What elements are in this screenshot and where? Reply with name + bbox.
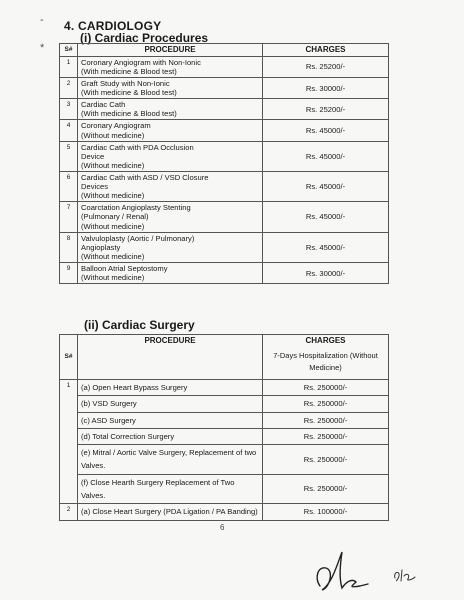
table-row <box>60 445 389 475</box>
procedure-line: Device <box>81 151 105 161</box>
procedure-cell <box>78 172 263 202</box>
procedure-cell <box>78 141 263 171</box>
procedure-line: Coronary Angiogram <box>81 121 151 131</box>
charge-cell: Rs. 250000/- <box>263 428 389 444</box>
procedure-line: Cardiac Cath with PDA Occlusion <box>81 142 194 152</box>
procedure-line: (With medicine & Blood test) <box>81 109 177 119</box>
procedure-cell: (a) Close Heart Surgery (PDA Ligation / PA Banding) <box>78 504 263 520</box>
row-number: 1 <box>60 380 78 504</box>
column-header-charges: CHARGES <box>263 44 389 57</box>
charge-cell: Rs. 45000/- <box>263 202 389 232</box>
charge-cell: Rs. 250000/- <box>263 412 389 428</box>
table-row <box>60 99 389 120</box>
charge-cell: Rs. 45000/- <box>263 172 389 202</box>
charge-cell: Rs. 45000/- <box>263 120 389 141</box>
table-row <box>60 202 389 232</box>
column-header-sn: S# <box>60 44 78 57</box>
section-number: 4. <box>64 19 75 33</box>
subsection-heading-surgery: (ii) Cardiac Surgery <box>84 318 195 332</box>
procedure-cell <box>78 56 263 77</box>
row-number: 9 <box>60 262 78 283</box>
charges-note: 7-Days Hospitalization (Without Medicine) <box>273 350 378 372</box>
procedure-cell: (c) ASD Surgery <box>78 412 263 428</box>
procedure-cell: (a) Open Heart Bypass Surgery <box>78 380 263 396</box>
procedure-line: Valvuloplasty (Aortic / Pulmonary) <box>81 233 195 243</box>
procedure-line: Cardiac Cath with ASD / VSD Closure <box>81 173 209 182</box>
procedure-cell: (b) VSD Surgery <box>78 396 263 412</box>
procedure-line: Cardiac Cath <box>81 100 126 110</box>
table-row <box>60 396 389 412</box>
row-number: 8 <box>60 232 78 262</box>
column-header-procedure: PROCEDURE <box>78 335 263 380</box>
table-row <box>60 380 389 396</box>
procedure-line: (Without medicine) <box>81 191 145 201</box>
margin-mark: * <box>40 42 45 54</box>
table-row <box>60 120 389 141</box>
charge-cell: Rs. 250000/- <box>263 380 389 396</box>
cardiac-surgery-table <box>59 334 389 521</box>
row-number: 5 <box>60 141 78 171</box>
row-number: 7 <box>60 202 78 232</box>
cardiac-procedures-table <box>59 43 389 284</box>
column-header-procedure: PROCEDURE <box>78 44 263 57</box>
procedure-line: (Without medicine) <box>81 221 145 231</box>
charge-cell: Rs. 100000/- <box>263 504 389 520</box>
charge-cell: Rs. 25200/- <box>263 99 389 120</box>
procedure-line: Balloon Atrial Septostomy <box>81 263 168 273</box>
row-number: 6 <box>60 172 78 202</box>
section-title: CARDIOLOGY <box>77 19 162 33</box>
row-number: 2 <box>60 78 78 99</box>
charge-cell: Rs. 30000/- <box>263 78 389 99</box>
procedure-line: (Without medicine) <box>81 251 145 261</box>
procedure-line: Graft Study with Non-Ionic <box>81 79 170 89</box>
charge-cell: Rs. 250000/- <box>263 474 389 504</box>
procedure-cell <box>78 262 263 283</box>
procedure-line: (With medicine & Blood test) <box>81 88 177 98</box>
table-row <box>60 232 389 262</box>
subsection-heading-procedures: (i) Cardiac Procedures <box>80 31 209 45</box>
table-row <box>60 474 389 504</box>
procedure-line: (With medicine & Blood test) <box>81 66 177 76</box>
table-row <box>60 504 389 520</box>
procedure-cell <box>78 120 263 141</box>
initials-image <box>392 566 418 584</box>
column-header-sn: S# <box>60 335 78 380</box>
row-number: 3 <box>60 99 78 120</box>
row-number: 4 <box>60 120 78 141</box>
page-number: 6 <box>220 523 225 532</box>
procedure-line: (Without medicine) <box>81 130 145 140</box>
charge-cell: Rs. 250000/- <box>263 396 389 412</box>
table-row <box>60 428 389 444</box>
procedure-line: Devices <box>81 182 109 192</box>
margin-mark: - <box>40 14 44 26</box>
column-header-charges <box>263 335 389 380</box>
procedure-cell <box>78 78 263 99</box>
charge-cell: Rs. 45000/- <box>263 141 389 171</box>
procedure-line: Coronary Angiogram with Non-Ionic <box>81 57 201 67</box>
procedure-cell: (e) Mitral / Aortic Valve Surgery, Replacement of two Valves. <box>78 445 263 475</box>
charge-cell: Rs. 45000/- <box>263 232 389 262</box>
table-row <box>60 412 389 428</box>
signature-image <box>312 548 372 594</box>
charge-cell: Rs. 30000/- <box>263 262 389 283</box>
procedure-cell <box>78 202 263 232</box>
table-row <box>60 262 389 283</box>
procedure-cell: (d) Total Correction Surgery <box>78 428 263 444</box>
procedure-line: Coarctation Angioplasty Stenting <box>81 203 191 213</box>
procedure-line: Angioplasty <box>81 242 121 252</box>
table-row <box>60 141 389 171</box>
procedure-line: (Without medicine) <box>81 273 145 283</box>
charge-cell: Rs. 25200/- <box>263 56 389 77</box>
table-row <box>60 78 389 99</box>
procedure-cell <box>78 232 263 262</box>
table-row <box>60 172 389 202</box>
procedure-cell: (f) Close Hearth Surgery Replacement of Two Valves. <box>78 474 263 504</box>
table-row <box>60 56 389 77</box>
charge-cell: Rs. 250000/- <box>263 445 389 475</box>
row-number: 2 <box>60 504 78 520</box>
procedure-cell <box>78 99 263 120</box>
charges-label: CHARGES <box>305 336 346 345</box>
procedure-line: (Without medicine) <box>81 160 145 170</box>
procedure-line: (Pulmonary / Renal) <box>81 212 149 222</box>
row-number: 1 <box>60 56 78 77</box>
